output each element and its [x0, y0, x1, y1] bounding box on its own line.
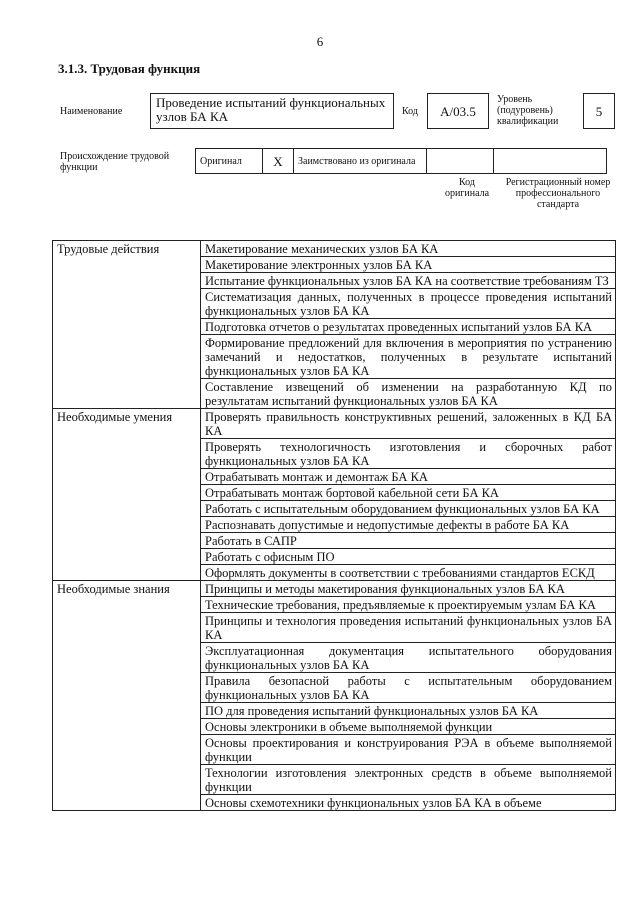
- borrowed-label: Заимствовано из оригинала: [294, 149, 427, 174]
- page-bottom-margin: [0, 835, 640, 905]
- item-cell: Отрабатывать монтаж бортовой кабельной сети БА КА: [201, 485, 616, 501]
- origin-label: Происхождение трудовой функции: [60, 151, 170, 173]
- item-cell: Технологии изготовления электронных средств в объеме выполняемой функции: [201, 765, 616, 795]
- level-label: Уровень (подуровень) квалификации: [497, 94, 559, 127]
- category-cell: Необходимые умения: [53, 409, 201, 581]
- item-cell: Составление извещений об изменении на разработанную КД по результатам испытаний функциональных узлов БА КА: [201, 379, 616, 409]
- item-cell: Принципы и методы макетирования функциональных узлов БА КА: [201, 581, 616, 597]
- original-code-cell: [427, 149, 494, 174]
- item-cell: Проверять правильность конструктивных решений, заложенных в КД БА КА: [201, 409, 616, 439]
- item-cell: Испытание функциональных узлов БА КА на соответствие требованиям ТЗ: [201, 273, 616, 289]
- item-cell: Работать с офисным ПО: [201, 549, 616, 565]
- reg-caption: Регистрационный номер профессионального стандарта: [505, 177, 611, 210]
- item-cell: Систематизация данных, полученных в процессе проведения испытаний функциональных узлов БА КА: [201, 289, 616, 319]
- code-caption: Код оригинала: [444, 177, 490, 199]
- table-row: [53, 241, 616, 257]
- table-row: [53, 409, 616, 439]
- item-cell: Работать в САПР: [201, 533, 616, 549]
- function-code-box: А/03.5: [427, 93, 489, 129]
- name-label: Наименование: [60, 106, 123, 117]
- item-cell: Оформлять документы в соответствии с требованиями стандартов ЕСКД: [201, 565, 616, 581]
- code-label: Код: [402, 106, 418, 117]
- item-cell: Проверять технологичность изготовления и сборочных работ функциональных узлов БА КА: [201, 439, 616, 469]
- item-cell: Формирование предложений для включения в мероприятия по устранению замечаний и недостатков, полученных в результате испытаний функциональных узлов БА КА: [201, 335, 616, 379]
- original-cell: [196, 149, 263, 174]
- item-cell: Распознавать допустимые и недопустимые дефекты в работе БА КА: [201, 517, 616, 533]
- page-number: 6: [316, 34, 324, 49]
- item-cell: Макетирование механических узлов БА КА: [201, 241, 616, 257]
- section-title: 3.1.3. Трудовая функция: [58, 61, 201, 76]
- item-cell: Отрабатывать монтаж и демонтаж БА КА: [201, 469, 616, 485]
- category-cell: Трудовые действия: [53, 241, 201, 409]
- item-cell: Основы проектирования и конструирования РЭА в объеме выполняемой функции: [201, 735, 616, 765]
- category-cell: Необходимые знания: [53, 581, 201, 811]
- item-cell: Работать с испытательным оборудованием функциональных узлов БА КА: [201, 501, 616, 517]
- function-name-box: Проведение испытаний функциональных узлов БА КА: [150, 93, 394, 129]
- item-cell: Основы электроники в объеме выполняемой функции: [201, 719, 616, 735]
- item-cell: Основы схемотехники функциональных узлов БА КА в объеме: [201, 795, 616, 811]
- origin-table: [195, 148, 607, 174]
- item-cell: Принципы и технология проведения испытаний функциональных узлов БА КА: [201, 613, 616, 643]
- item-cell: Эксплуатационная документация испытательного оборудования функциональных узлов БА КА: [201, 643, 616, 673]
- reg-number-cell: [494, 149, 607, 174]
- item-cell: Макетирование электронных узлов БА КА: [201, 257, 616, 273]
- table-row: [53, 581, 616, 597]
- original-label: Оригинал: [200, 155, 242, 167]
- item-cell: Подготовка отчетов о результатах проведенных испытаний узлов БА КА: [201, 319, 616, 335]
- original-mark: X: [263, 149, 294, 174]
- qualification-level-box: 5: [583, 93, 615, 129]
- item-cell: ПО для проведения испытаний функциональных узлов БА КА: [201, 703, 616, 719]
- function-content-table: [52, 240, 616, 811]
- item-cell: Правила безопасной работы с испытательным оборудованием функциональных узлов БА КА: [201, 673, 616, 703]
- item-cell: Технические требования, предъявляемые к проектируемым узлам БА КА: [201, 597, 616, 613]
